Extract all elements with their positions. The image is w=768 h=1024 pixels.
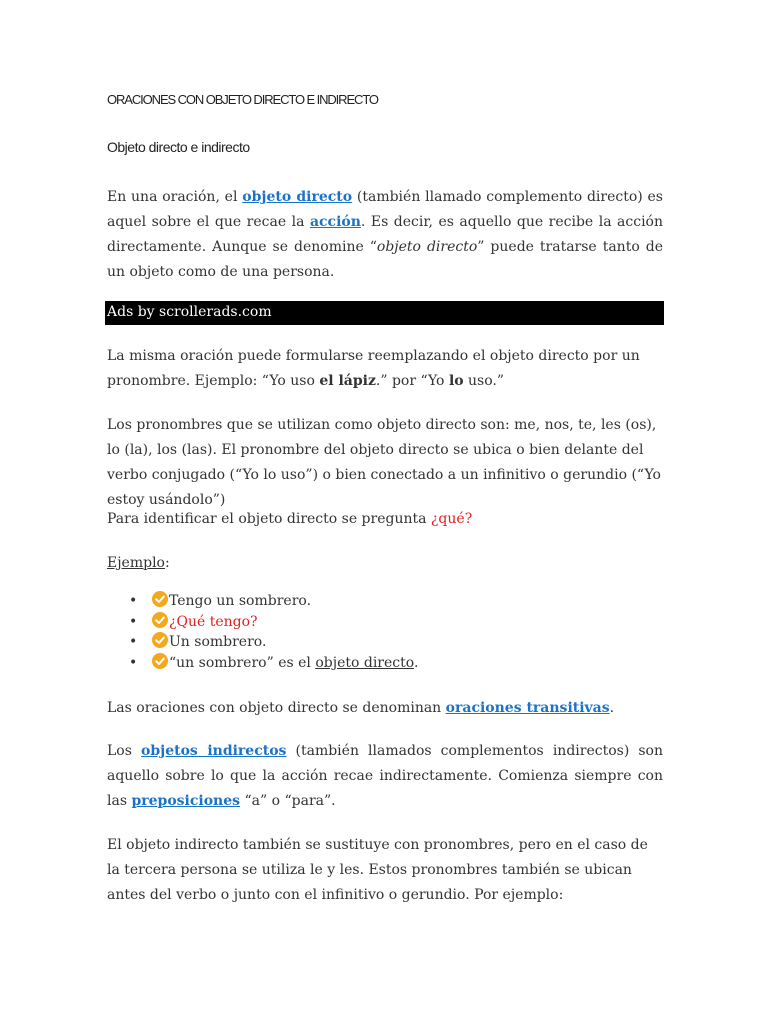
checkmark-icon — [152, 612, 168, 628]
list-item-text-part: “un sombrero” es el — [169, 654, 316, 671]
p1-text-4: ” puede tratarse tanto de un objeto como de una persona. — [107, 239, 663, 280]
p6-text-1: Los — [107, 743, 142, 759]
example-list — [107, 590, 647, 672]
example-label: Ejemplo — [107, 555, 165, 571]
p5-text-1: Las oraciones con objeto directo se denominan — [107, 700, 446, 716]
objetos-indirectos-link[interactable]: objetos indirectos — [141, 743, 287, 759]
p2-text-1: La misma oración puede formularse reemplazando el objeto directo por un pronombre. Ejemplo: “Yo uso — [107, 348, 640, 389]
objeto-directo-link[interactable]: objeto directo — [242, 189, 353, 205]
example-colon: : — [165, 555, 170, 571]
question-que: ¿qué? — [430, 511, 473, 527]
preposiciones-link[interactable]: preposiciones — [131, 793, 241, 809]
paragraph-objetos-indirectos — [107, 739, 663, 814]
p1-text-3: . Es decir, es aquello que recibe la acción directamente. Aunque se denomine “ — [107, 214, 663, 255]
list-item-text: Tengo un sombrero. — [169, 593, 312, 609]
section-subheading: Objeto directo e indirecto — [107, 139, 250, 155]
p6-text-3: “a” o “para”. — [240, 793, 336, 809]
paragraph-pronoun-replacement — [107, 344, 663, 394]
oraciones-transitivas-link[interactable]: oraciones transitivas — [445, 700, 610, 716]
p4-text: Para identificar el objeto directo se pregunta — [107, 511, 431, 527]
accion-link[interactable]: acción — [309, 214, 361, 230]
bullet-dot: • — [129, 593, 138, 609]
document-heading: ORACIONES CON OBJETO DIRECTO E INDIRECTO — [107, 92, 378, 107]
p1-italic-term: objeto directo — [376, 239, 478, 255]
list-item-text-end: . — [413, 654, 419, 671]
objeto-directo-term: objeto directo — [315, 654, 414, 671]
list-item — [107, 611, 647, 632]
list-item — [107, 652, 647, 673]
bullet-dot: • — [129, 613, 138, 630]
checkmark-icon — [152, 591, 168, 607]
list-item-text — [169, 655, 418, 671]
checkmark-icon — [152, 653, 168, 669]
checkmark-icon — [152, 632, 168, 648]
ads-label[interactable]: Ads by scrollerads.com — [107, 304, 272, 320]
paragraph-objeto-directo-definition — [107, 185, 663, 285]
paragraph-transitive — [107, 696, 663, 721]
p2-bold-1: el lápiz — [319, 373, 376, 389]
list-item — [107, 631, 647, 652]
bullet-dot: • — [129, 634, 138, 650]
example-label-line — [107, 551, 663, 576]
p6-text-2: (también llamados complementos indirectos) son aquello sobre lo que la acción recae indirectamente. Comienza siempre con las — [107, 743, 663, 809]
p1-text-1: En una oración, el — [107, 189, 243, 205]
p2-text-2: .” por “Yo — [375, 373, 449, 389]
p1-text-2: (también llamado complemento directo) es aquel sobre el que recae la — [107, 189, 663, 230]
paragraph-direct-pronouns: Los pronombres que se utilizan como objeto directo son: me, nos, te, les (os), lo (la), los (las). El pronombre del objeto directo se ubica o bien delante del verbo conjugado (“Yo lo uso”) o bien conectado a un infinitivo o gerundio (“Yo estoy usándolo”) — [107, 417, 661, 508]
paragraph-indirect-pronouns: El objeto indirecto también se sustituye con pronombres, pero en el caso de la tercera persona se utiliza le y les. Estos pronombres también se ubican antes del verbo o junto con el infinitivo o gerundio. Por ejemplo: — [107, 837, 648, 903]
list-item-text: Un sombrero. — [169, 634, 267, 650]
paragraph-identify-question — [107, 507, 663, 532]
p2-text-3: uso.” — [463, 373, 505, 389]
list-item — [107, 590, 647, 611]
bullet-dot: • — [129, 654, 138, 671]
p2-bold-2: lo — [448, 373, 464, 389]
list-item-text: ¿Qué tengo? — [169, 613, 258, 630]
p5-text-2: . — [609, 700, 615, 716]
ads-banner[interactable] — [105, 301, 664, 325]
